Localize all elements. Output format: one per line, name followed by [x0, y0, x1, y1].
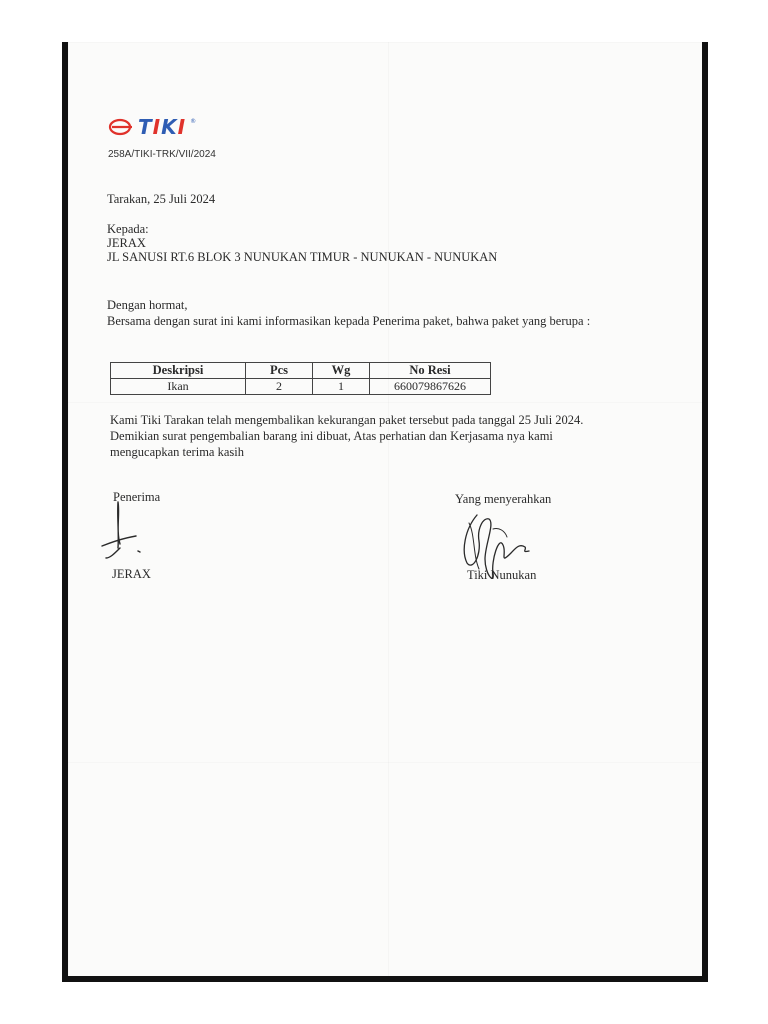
letter-paper [68, 42, 702, 976]
cell-no-resi: 660079867626 [370, 379, 491, 395]
reference-number: 258A/TIKI-TRK/VII/2024 [108, 149, 216, 160]
date-line: Tarakan, 25 Juli 2024 [107, 192, 216, 206]
header-wg: Wg [313, 363, 370, 379]
header-deskripsi: Deskripsi [111, 363, 246, 379]
sender-name: Tiki Nunukan [467, 568, 537, 582]
recipient-address: JL SANUSI RT.6 BLOK 3 NUNUKAN TIMUR - NUNUKAN - NUNUKAN [107, 250, 498, 264]
recipient-name: JERAX [107, 236, 146, 250]
tiki-emblem-icon [108, 118, 134, 136]
header-pcs: Pcs [246, 363, 313, 379]
cell-wg: 1 [313, 379, 370, 395]
sender-label: Yang menyerahkan [455, 492, 552, 506]
tiki-logo [108, 115, 197, 139]
receiver-signature [98, 496, 158, 566]
body-line-1: Kami Tiki Tarakan telah mengembalikan kekurangan paket tersebut pada tanggal 25 Juli 2024. [110, 413, 584, 427]
tiki-logo-text: TIKI [138, 115, 187, 139]
header-no-resi: No Resi [370, 363, 491, 379]
receiver-label: Penerima [113, 490, 161, 504]
receiver-name: JERAX [112, 567, 151, 581]
package-table [110, 362, 491, 395]
cell-pcs: 2 [246, 379, 313, 395]
to-label: Kepada: [107, 222, 149, 236]
greeting: Dengan hormat, [107, 298, 188, 312]
body-line-2: Demikian surat pengembalian barang ini dibuat, Atas perhatian dan Kerjasama nya kami [110, 429, 553, 443]
trademark-mark: ® [190, 118, 197, 125]
table-row [111, 379, 491, 395]
table-header-row [111, 363, 491, 379]
intro-paragraph: Bersama dengan surat ini kami informasikan kepada Penerima paket, bahwa paket yang berupa : [107, 314, 591, 328]
cell-deskripsi: Ikan [111, 379, 246, 395]
body-line-3: mengucapkan terima kasih [110, 445, 244, 459]
